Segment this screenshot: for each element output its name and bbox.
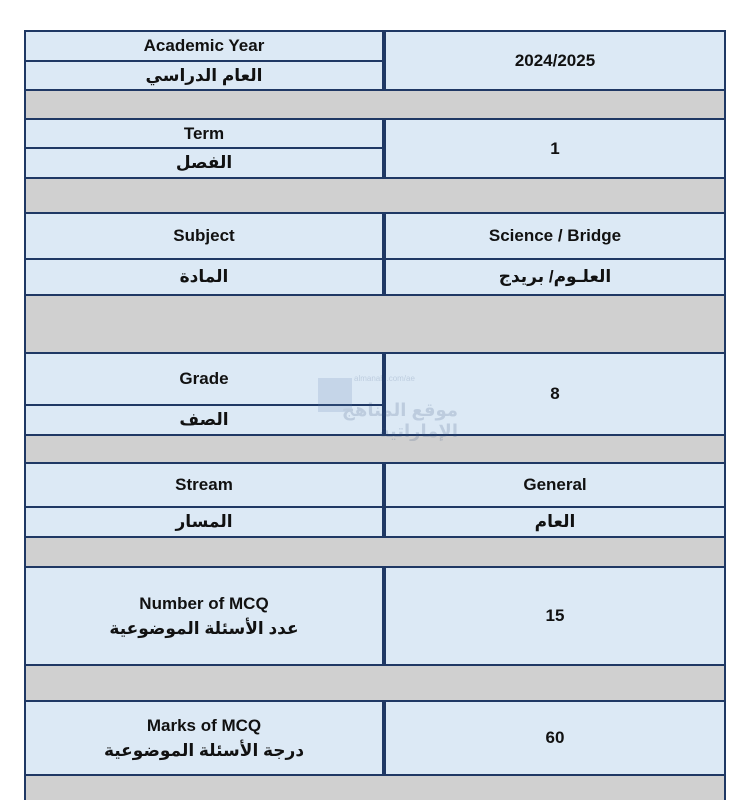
- separator-row: [26, 776, 724, 800]
- subject-label: Subject: [26, 214, 382, 258]
- academic-year-label: Academic Year: [26, 32, 382, 60]
- mcq-count-label-ar: عدد الأسئلة الموضوعية: [109, 618, 299, 638]
- separator-row: [26, 179, 724, 212]
- academic-year-value: 2024/2025: [386, 32, 724, 89]
- academic-year-label-ar: العام الدراسي: [26, 62, 382, 89]
- grade-label: Grade: [26, 354, 382, 404]
- stream-label-ar: المسار: [26, 508, 382, 536]
- separator-row: [26, 296, 724, 352]
- separator-row: [26, 91, 724, 118]
- subject-label-ar: المادة: [26, 260, 382, 294]
- stream-label: Stream: [26, 464, 382, 506]
- mcq-marks-value: 60: [386, 702, 724, 774]
- subject-value-ar: العلـوم/ بريدج: [386, 260, 724, 294]
- separator-row: [26, 436, 724, 462]
- stream-value-ar: العام: [386, 508, 724, 536]
- subject-value: Science / Bridge: [386, 214, 724, 258]
- mcq-count-label: Number of MCQ عدد الأسئلة الموضوعية: [26, 568, 382, 664]
- mcq-count-value: 15: [386, 568, 724, 664]
- exam-info-table: [24, 30, 726, 800]
- separator-row: [26, 666, 724, 700]
- term-label-ar: الفصل: [26, 149, 382, 177]
- mcq-marks-label-ar: درجة الأسئلة الموضوعية: [103, 740, 305, 760]
- term-value: 1: [386, 120, 724, 177]
- mcq-marks-label: Marks of MCQ درجة الأسئلة الموضوعية: [26, 702, 382, 774]
- separator-row: [26, 538, 724, 566]
- grade-value: 8: [386, 354, 724, 434]
- grade-label-ar: الصف: [26, 406, 382, 434]
- stream-value: General: [386, 464, 724, 506]
- term-label: Term: [26, 120, 382, 147]
